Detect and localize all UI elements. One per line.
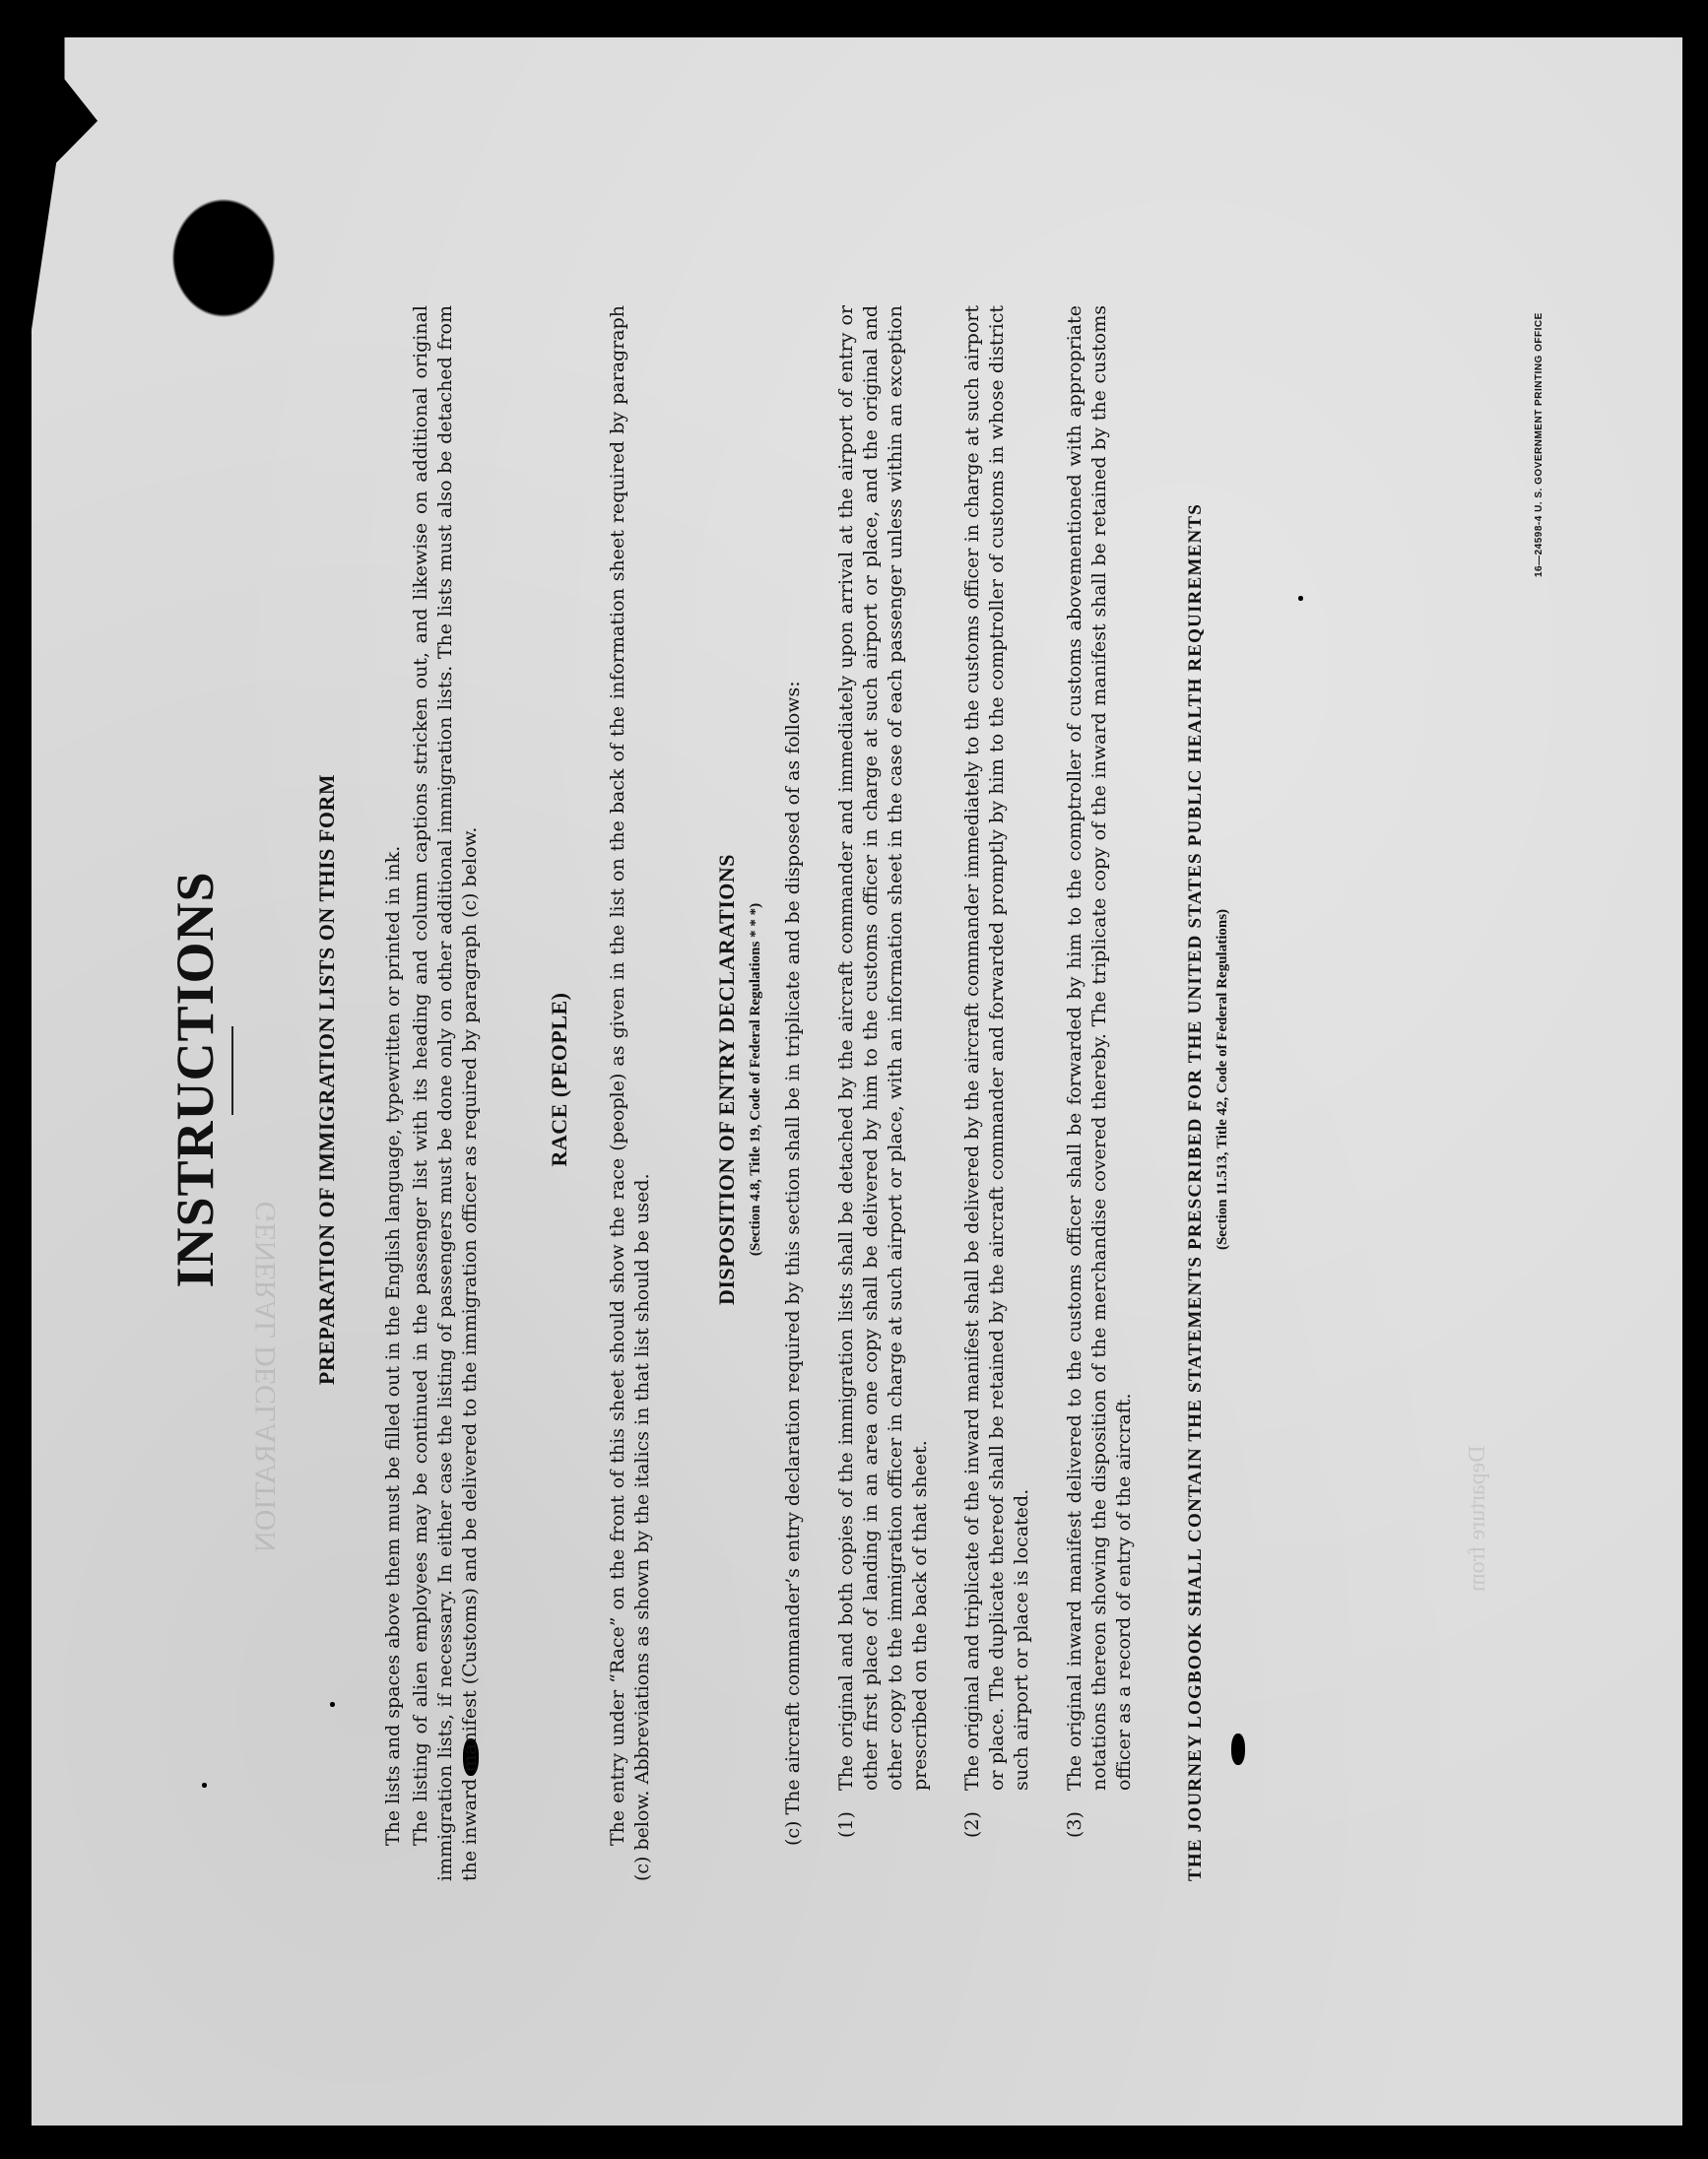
section-heading-race: RACE (PEOPLE) bbox=[547, 992, 571, 1167]
section-heading-preparation: PREPARATION OF IMMIGRATION LISTS ON THIS FORM bbox=[314, 773, 339, 1386]
section-subheading-regulation: (Section 4.8, Title 19, Code of Federal Regulations * * *) bbox=[748, 902, 763, 1257]
footer-regulation-reference: (Section 11.513, Title 42, Code of Federal Regulations) bbox=[1215, 908, 1230, 1251]
list-item-text: The original and triplicate of the inward manifest shall be delivered by the aircraft commander immediately to the customs officer in charge at such airport or place. The duplicate thereof shall be retained by the aircraft commander and forwarded promptly by him to the comptroller of customs in whose district such airport or place is located. bbox=[961, 305, 1032, 1791]
list-item-3 bbox=[1063, 305, 1137, 1838]
paragraph-entry-declaration: (c) The aircraft commander’s entry declaration required by this section shall be in triplicate and be disposed of as follows: bbox=[782, 681, 804, 1846]
footer-logbook-statement: THE JOURNEY LOGBOOK SHALL CONTAIN THE STATEMENTS PRESCRIBED FOR THE UNITED STATES PUBLIC HEALTH REQUIREMENTS bbox=[1185, 502, 1206, 1881]
bleed-through-text: GENERAL DECLARATION bbox=[249, 1201, 282, 1552]
list-item-text: The original and both copies of the immigration lists shall be detached by the aircraft commander and immediately upon arrival at the airport of entry or other first place of landing in an area one copy shall be delivered by him to the customs officer in charge at such airport or place, and the original and other copy to the immigration officer in charge at such airport or place, with an information sheet in the case of each passenger unless within an exception prescribed on the back of that sheet. bbox=[835, 305, 931, 1791]
rotated-instructions-page bbox=[56, 55, 1652, 2104]
bleed-through-text: Departure from bbox=[1465, 1445, 1490, 1592]
paragraph-race-entry: The entry under “Race” on the front of this sheet should show the race (people) as given in the list on the back of the information sheet required by paragraph (c) below. Abbreviations as shown by the italics in that list should be used. bbox=[607, 305, 653, 1881]
paragraph-alien-employees: The listing of alien employees may be continued in the passenger list with its heading and column captions stricken out, and likewise on additional original immigration lists, if necessary. In either case the listing of passengers must be done only on other additional immigration lists. The lists must also be detached from the inward manifest (Customs) and be delivered to the immigration officer as required by paragraph (c) below. bbox=[410, 305, 481, 1881]
printer-imprint: 16—24598-4 U. S. GOVERNMENT PRINTING OFFICE bbox=[1534, 312, 1544, 577]
paragraph-fill-out: The lists and spaces above them must be filled out in the English language, typewritten or printed in ink. bbox=[382, 845, 404, 1846]
page-title: INSTRUCTIONS bbox=[165, 871, 225, 1288]
list-item-number: (3) bbox=[1064, 1811, 1085, 1838]
list-item-number: (1) bbox=[835, 1811, 857, 1838]
list-item-1 bbox=[834, 305, 933, 1838]
list-item-2 bbox=[960, 305, 1034, 1838]
title-underline bbox=[231, 1026, 233, 1115]
list-item-number: (2) bbox=[961, 1811, 983, 1838]
section-heading-disposition: DISPOSITION OF ENTRY DECLARATIONS bbox=[714, 853, 739, 1306]
list-item-text: The original inward manifest delivered to the customs officer shall be forwarded by him to the comptroller of customs abovementioned with appropriate notations thereon showing the disposition of the merchandise covered thereby. The triplicate copy of the inward manifest shall be retained by the customs officer as a record of entry of the aircraft. bbox=[1064, 305, 1135, 1791]
